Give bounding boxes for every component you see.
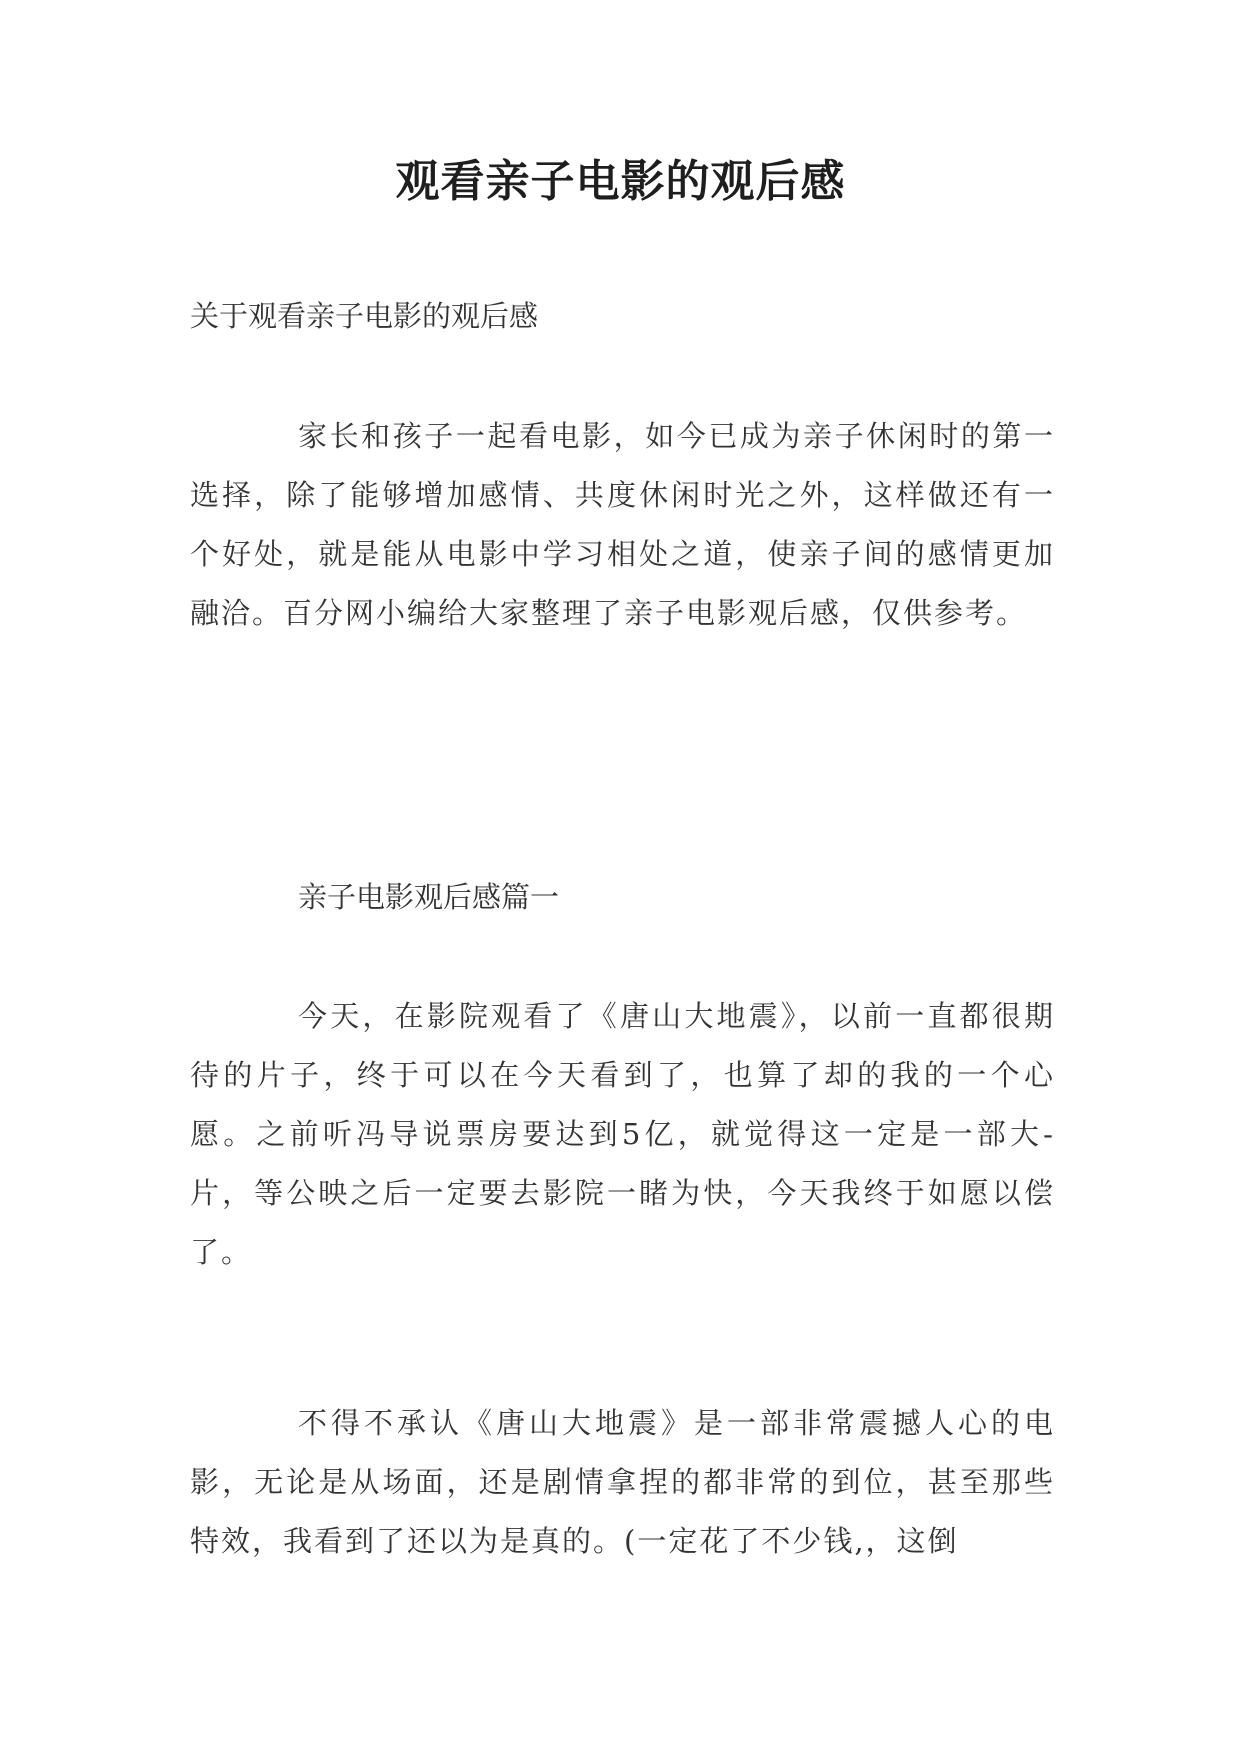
body-paragraph-2: 不得不承认《唐山大地震》是一部非常震撼人心的电影，无论是从场面，还是剧情拿捏的都非常的到位，甚至那些特效，我看到了还以为是真的。(一定花了不少钱,，这倒 xyxy=(190,1406,1055,1558)
document-subtitle: 关于观看亲子电影的观后感 xyxy=(190,299,539,333)
body-paragraph-1: 今天，在影院观看了《唐山大地震》，以前一直都很期待的片子，终于可以在今天看到了，也算了却的我的一个心愿。之前听冯导说票房要达到5亿，就觉得这一定是一部大-片，等公映之后一定要去影院一睹为快，今天我终于如愿以偿了。 xyxy=(190,999,1055,1269)
document-title: 观看亲子电影的观后感 xyxy=(395,156,846,207)
section-heading: 亲子电影观后感篇一 xyxy=(298,880,560,914)
intro-paragraph: 家长和孩子一起看电影，如今已成为亲子休闲时的第一选择，除了能够增加感情、共度休闲时光之外，这样做还有一个好处，就是能从电影中学习相处之道，使亲子间的感情更加融洽。百分网小编给大家整理了亲子电影观后感，仅供参考。 xyxy=(190,419,1055,630)
